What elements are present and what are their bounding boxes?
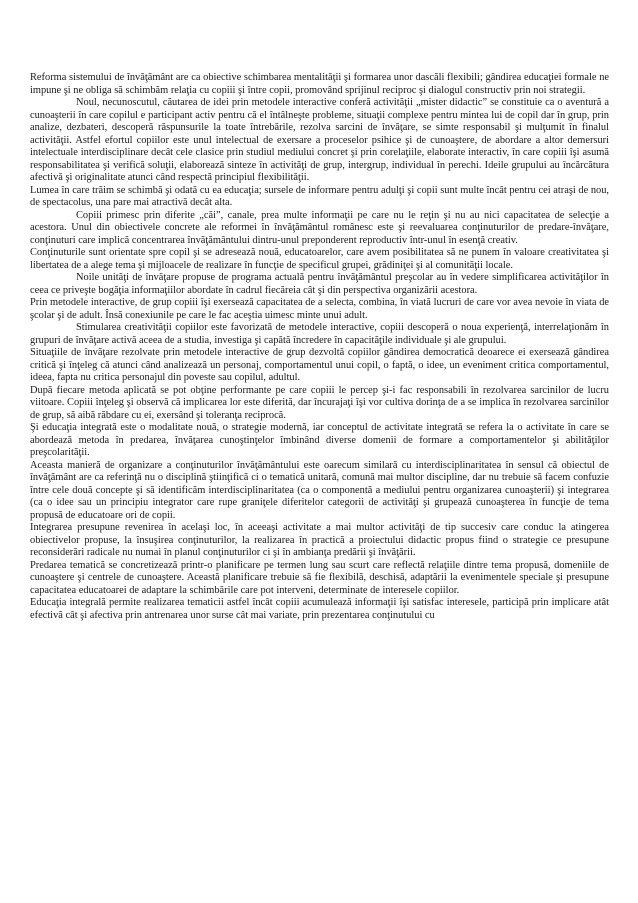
- paragraph: Lumea în care trăim se schimbă şi odată cu ea educaţia; sursele de informare pentru adulţi şi copii sunt multe încât pentru cei atraşi de nou, de spectacolus, una pare mai atractivă decât alta.: [30, 184, 609, 208]
- paragraph: Stimularea creativităţii copiilor este favorizată de metodele interactive, copiii descoperă o noua experienţă, interrelaţionăm în grupuri de învăţare activă aceea de a studia, investiga şi capătă încredere în capacităţile individuale şi ale grupului.: [30, 322, 609, 346]
- document-body: [30, 72, 609, 622]
- paragraph: Noul, necunoscutul, căutarea de idei prin metodele interactive conferă activităţii „mister didactic” se constituie ca o aventură a cunoaşterii în care copilul e participant activ pentru că el întâlneşte probleme, situaţii complexe pentru mintea lui de copil dar în grup, prin analize, dezbateri, descoperă răspunsurile la toate întrebările, rezolva sarcini de învăţare, se simte responsabil şi mulţumit în finalul activităţii. Astfel efortul copiilor este unul intelectual de exersare a proceselor psihice şi de cunoaştere, de abordare a altor demersuri intelectuale interdisciplinare decât cele clasice prin studiul mediului concret şi prin corelaţiile, elaborate interactiv, în care copiii îşi asumă responsabilitatea şi verifică soluţii, elaborează sinteze în activităţi de grup, intergrup, individual în perechi. Ideile grupului au încărcătura afectivă şi originalitate atunci când respectă principiul flexibilităţii.: [30, 97, 609, 183]
- paragraph: Situaţiile de învăţare rezolvate prin metodele interactive de grup dezvoltă copiilor gândirea democratică deoarece ei exersează gândirea critică şi înţeleg că atunci când analizează un personaj, comportamentul unui copil, o faptă, o idee, un eveniment critica comportamentul, ideea, fapta nu critica personajul din poveste sau copilul, adultul.: [30, 347, 609, 383]
- paragraph: Copiii primesc prin diferite „căi”, canale, prea multe informaţii pe care nu le reţin şi nu au nici capacitatea de selecţie a acestora. Unul din obiectivele concrete ale reformei în învăţământul românesc este şi reevaluarea conţinuturilor de predare-învăţare, conţinuturi care implică concentrarea învăţământului dintru-unul preponderent reproductiv într-unul în esenţă creativ.: [30, 209, 609, 246]
- paragraph: Aceasta manieră de organizare a conţinuturilor învăţământului este oarecum similară cu interdisciplinaritatea în sensul că obiectul de învăţământ are ca referinţă nu o disciplină ştiinţifică ci o tematică unitară, comună mai multor discipline, dar nu trebuie să facem confuzie între cele două concepte şi să identificăm interdisciplinaritatea (ca o componentă a mediului pentru organizarea cunoaşterii) şi integrarea (ca o idee sau un principiu integrator care rupe graniţele diferitelor categorii de activităţi şi grupează cunoaşterea în funcţie de tema propusă de educatoare ori de copii.: [30, 459, 609, 521]
- paragraph: Prin metodele interactive, de grup copiii îşi exersează capacitatea de a selecta, combina, în viată lucruri de care vor avea nevoie în viata de şcolar şi de adult. Însă conexiunile pe care le fac aceştia uimesc minte unui adult.: [30, 297, 609, 321]
- paragraph: Noile unităţi de învăţare propuse de programa actuală pentru învăţământul preşcolar au în vedere simplificarea activităţilor în ceea ce priveşte bogăţia informaţiilor abordate în cadrul fiecăreia cât şi din perspectiva organizării acestora.: [30, 272, 609, 296]
- paragraph: Conţinuturile sunt orientate spre copil şi se adresează nouă, educatoarelor, care avem posibilitatea să ne punem în valoare creativitatea şi libertatea de a alege tema şi mijloacele de realizare în funcţie de specificul grupei, grădiniţei şi al comunităţii locale.: [30, 247, 609, 271]
- paragraph: Predarea tematică se concretizează printr-o planificare pe termen lung sau scurt care reflectă relaţiile dintre tema propusă, domeniile de cunoaştere şi centrele de cunoaştere. Această planificare trebuie să fie flexibilă, deschisă, adaptării la evenimentele speciale şi presupune capacitatea educatoarei de adaptare la schimbările care pot interveni, determinate de interesele copiilor.: [30, 559, 609, 596]
- paragraph: Reforma sistemului de învăţământ are ca obiective schimbarea mentalităţii şi formarea unor dascăli flexibili; gândirea educaţiei formale ne impune şi ne obliga să schimbăm relaţia cu copiii şi între copii, promovând sprijinul reciproc şi dialogul constructiv prin noi strategii.: [30, 72, 609, 96]
- paragraph: Şi educaţia integrată este o modalitate nouă, o strategie modernă, iar conceptul de activitate integrată se refera la o activitate în care se abordează metoda în predarea, învăţarea cunoştinţelor îmbinând diverse domenii de formare a comportamentelor şi abilităţilor preşcolarităţii.: [30, 422, 609, 458]
- paragraph: Integrarea presupune revenirea în acelaşi loc, în aceeaşi activitate a mai multor activităţi de tip succesiv care conduc la atingerea obiectivelor propuse, la însuşirea conţinuturilor, la realizarea în practică a proiectului didactic propus fiind o strategie ce presupune reconsiderări radicale nu numai în planul conţinuturilor ci şi în ambianţa predării şi învăţării.: [30, 522, 609, 558]
- paragraph: Educaţia integrală permite realizarea tematicii astfel încât copiii acumulează informaţii îşi satisfac interesele, participă prin implicare atât efectivă cât şi afectiva prin antrenarea unor surse cât mai variate, prin prezentarea conţinutului cu: [30, 597, 609, 621]
- paragraph: După fiecare metoda aplicată se pot obţine performante pe care copiii le percep şi-i fac responsabili în rezolvarea sarcinilor de lucru viitoare. Copiii înţeleg şi observă că implicarea lor este diferită, dar încurajaţi îşi vor cultiva dorinţa de a se implica în rezolvarea sarcinilor de grup, să aibă răbdare cu ei, exersând şi toleranţa reciprocă.: [30, 384, 609, 421]
